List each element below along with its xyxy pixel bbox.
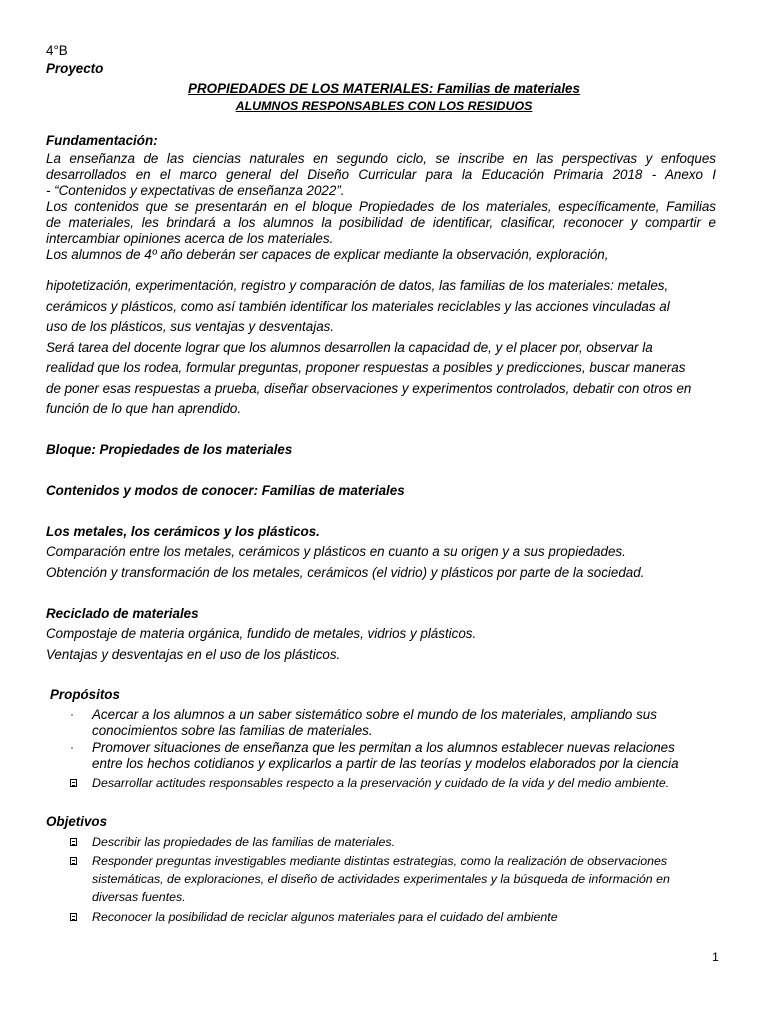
proposito-1-line-1: Acercar a los alumnos a un saber sistemático sobre el mundo de los materiales, ampliando sus	[92, 707, 657, 722]
bullet-box-icon	[70, 857, 77, 865]
reciclado-line-2: Ventajas y desventajas en el uso de los plásticos.	[46, 647, 341, 662]
grade-label: 4°B	[46, 43, 68, 58]
objetivo-2-line-3: diversas fuentes.	[92, 890, 186, 904]
objetivo-2-line-2: sistemáticas, de exploraciones, el diseño de actividades experimentales y la búsqueda de información en	[92, 872, 670, 886]
bullet-box-icon	[70, 913, 77, 921]
fundamentacion-block-2	[46, 276, 716, 420]
paragraph-line: función de lo que han aprendido.	[46, 401, 242, 416]
paragraph-line: La enseñanza de las ciencias naturales en segundo ciclo, se inscribe en las perspectivas y enfoques	[46, 151, 716, 166]
paragraph-line: realidad que los rodea, formular preguntas, proponer respuestas a posibles y predicciones, buscar maneras	[46, 360, 686, 375]
paragraph-line: cerámicos y plásticos, como así también identificar los materiales reciclables y las acciones vinculadas al	[46, 298, 670, 314]
paragraph-line: de poner esas respuestas a prueba, diseñar observaciones y experimentos controlados, debatir con otros en	[46, 380, 692, 396]
paragraph-line: Será tarea del docente lograr que los alumnos desarrollen la capacidad de, y el placer por, observar la	[46, 339, 653, 355]
document-subtitle: ALUMNOS RESPONSABLES CON LOS RESIDUOS	[235, 99, 533, 113]
page-number: 1	[712, 950, 719, 964]
contenidos-heading: Contenidos y modos de conocer: Familias de materiales	[46, 483, 405, 498]
objetivo-3: Reconocer la posibilidad de reciclar algunos materiales para el cuidado del ambiente	[92, 910, 558, 924]
reciclado-heading: Reciclado de materiales	[46, 606, 199, 621]
doc-type-label: Proyecto	[46, 61, 104, 76]
paragraph-line: hipotetización, experimentación, registro y comparación de datos, las familias de los materiales: metales,	[46, 278, 669, 293]
bullet-dot-icon: ·	[70, 740, 74, 754]
proposito-2-line-2: entre los hechos cotidianos y explicarlos a partir de las teorías y modelos elaborados por la ciencia	[92, 756, 679, 771]
proposito-1-line-2: conocimientos sobre las familias de materiales.	[92, 723, 373, 738]
objetivos-heading: Objetivos	[46, 814, 108, 829]
propositos-heading: Propósitos	[50, 687, 120, 702]
paragraph-line: intercambiar opiniones acerca de los materiales.	[46, 231, 334, 246]
reciclado-line-1: Compostaje de materia orgánica, fundido de metales, vidrios y plásticos.	[46, 626, 477, 641]
paragraph-line: desarrollados en el marco general del Diseño Curricular para la Educación Primaria 2018 - Anexo I	[46, 167, 716, 182]
fundamentacion-heading: Fundamentación:	[46, 133, 158, 148]
paragraph-line: uso de los plásticos, sus ventajas y desventajas.	[46, 319, 335, 334]
objetivo-2-line-1: Responder preguntas investigables mediante distintas estrategias, como la realización de observaciones	[92, 854, 668, 868]
objetivo-1: Describir las propiedades de las familias de materiales.	[92, 835, 396, 849]
fundamentacion-block-1	[46, 151, 716, 263]
paragraph-line: Los alumnos de 4º año deberán ser capaces de explicar mediante la observación, exploración,	[46, 247, 609, 262]
metales-heading: Los metales, los cerámicos y los plásticos.	[46, 524, 320, 539]
bullet-dot-icon: ·	[70, 707, 74, 721]
proposito-3: Desarrollar actitudes responsables respecto a la preservación y cuidado de la vida y del medio ambiente.	[92, 776, 670, 790]
proposito-2-line-1: Promover situaciones de enseñanza que les permitan a los alumnos establecer nuevas relaciones	[92, 740, 675, 755]
metales-line-2: Obtención y transformación de los metales, cerámicos (el vidrio) y plásticos por parte de la sociedad.	[46, 565, 645, 580]
document-title: PROPIEDADES DE LOS MATERIALES: Familias de materiales	[188, 81, 580, 96]
bullet-box-icon	[70, 838, 77, 846]
bloque-heading: Bloque: Propiedades de los materiales	[46, 442, 293, 457]
metales-line-1: Comparación entre los metales, cerámicos y plásticos en cuanto a su origen y a sus propiedades.	[46, 544, 626, 559]
paragraph-line: - “Contenidos y expectativas de enseñanza 2022”.	[46, 183, 345, 198]
bullet-box-icon	[70, 779, 77, 787]
paragraph-line: de materiales, les brindará a los alumnos la posibilidad de identificar, clasificar, reconocer y compartir e	[46, 215, 716, 230]
paragraph-line: Los contenidos que se presentarán en el bloque Propiedades de los materiales, específicamente, Familias	[46, 199, 716, 214]
